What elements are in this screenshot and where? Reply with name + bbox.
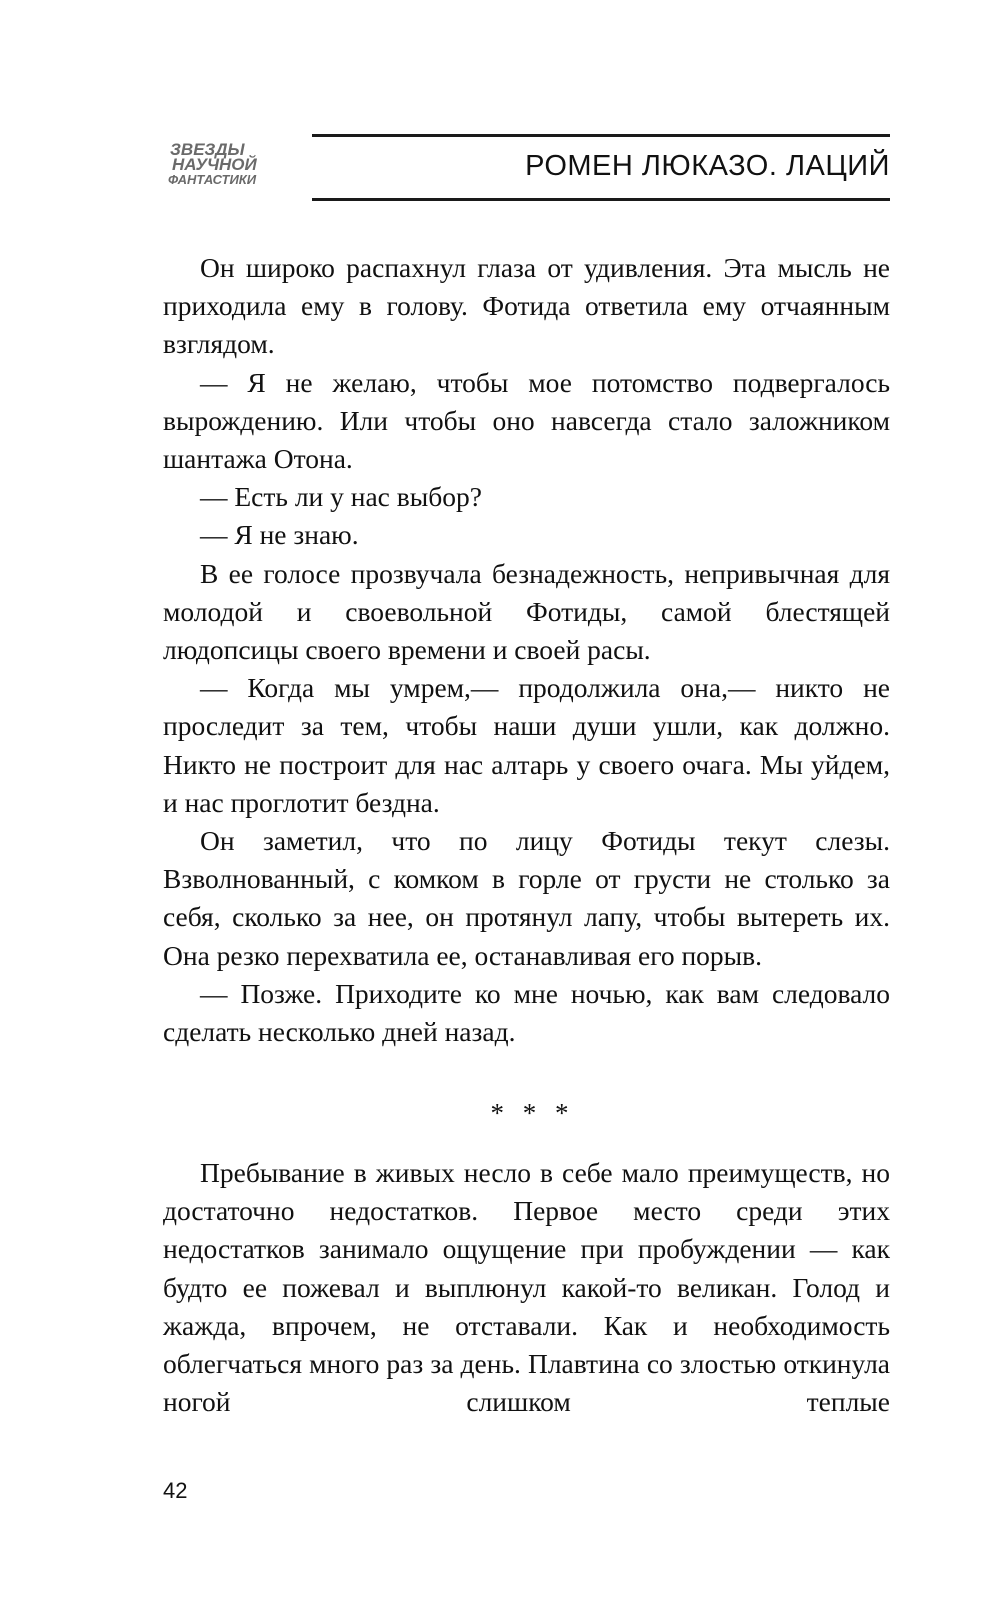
text-block-1 bbox=[163, 249, 890, 1051]
running-head: РОМЕН ЛЮКАЗО. ЛАЦИЙ bbox=[525, 150, 890, 182]
header-rule-bottom bbox=[312, 198, 890, 201]
paragraph: Он широко распахнул глаза от удивления. Эта мысль не приходила ему в голову. Фотида ответила ему отчаянным взглядом. bbox=[163, 252, 890, 360]
paragraph: — Когда мы умрем,— продолжила она,— никто не проследит за тем, чтобы наши души ушли, как должно. Никто не построит для нас алтарь у своего очага. Мы уйдем, и нас проглотит бездна. bbox=[163, 672, 890, 818]
paragraph: — Я не знаю. bbox=[200, 519, 359, 551]
header-rule-top bbox=[312, 134, 890, 137]
paragraph: — Есть ли у нас выбор? bbox=[200, 481, 482, 513]
page-number: 42 bbox=[163, 1478, 188, 1503]
logo-line-3: ФАНТАСТИКИ bbox=[168, 172, 257, 187]
logo-line-1: ЗВЕЗДЫ bbox=[170, 140, 245, 159]
paragraph: — Я не желаю, чтобы мое потомство подвергалось вырождению. Или чтобы оно навсегда стало заложником шантажа Отона. bbox=[163, 366, 890, 475]
paragraph: — Позже. Приходите ко мне ночью, как вам следовало сделать несколько дней назад. bbox=[163, 977, 890, 1048]
logo-line-2: НАУЧНОЙ bbox=[172, 155, 257, 174]
paragraph: Пребывание в живых несло в себе мало преимуществ, но достаточно недостатков. Первое место среди этих недостатков занимало ощущение при пробуждении — как будто ее пожевал и выплюнул какой-то великан. Голод и жажда, впрочем, не отставали. Как и необходимость облегчаться много раз за день. Плавтина со злостью откинула ногой слишком теплые bbox=[163, 1157, 890, 1418]
paragraph: Он заметил, что по лицу Фотиды текут слезы. Взволнованный, с комком в горле от грусти не столько за себя, сколько за нее, он протянул лапу, чтобы вытереть их. Она резко перехватила ее, останавливая его порыв. bbox=[163, 825, 890, 971]
section-separator: * * * bbox=[490, 1098, 575, 1128]
series-logo bbox=[160, 142, 280, 198]
paragraph: В ее голосе прозвучала безнадежность, непривычная для молодой и своевольной Фотиды, самой блестящей людопсицы своего времени и своей расы. bbox=[163, 557, 890, 666]
text-block-2 bbox=[163, 1154, 890, 1421]
